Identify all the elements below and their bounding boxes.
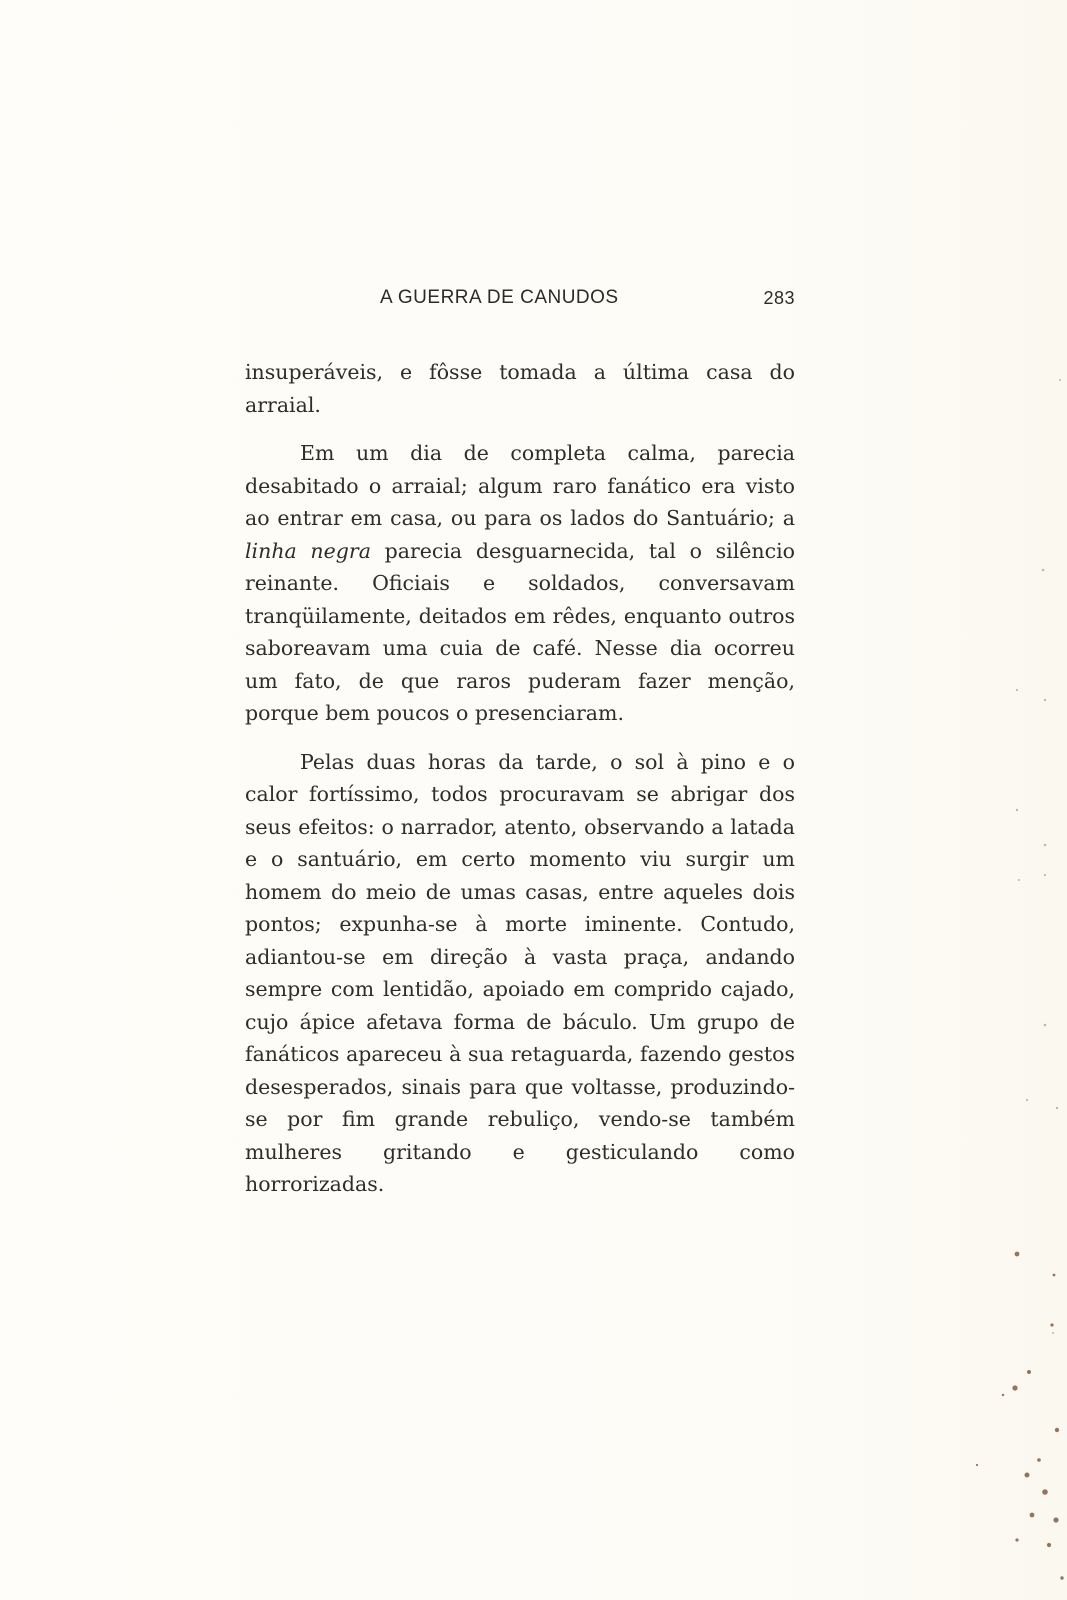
running-title: A GUERRA DE CANUDOS bbox=[380, 287, 619, 308]
text-segment: Em um dia de completa calma, parecia desabitado o arraial; algum raro fanático era visto ao entrar em casa, ou para os lados do Santuário; a bbox=[245, 441, 795, 530]
paragraph bbox=[245, 746, 795, 1201]
text-segment: Pelas duas horas da tarde, o sol à pino e o calor fortíssimo, todos procuravam se abrigar dos seus efeitos: o narrador, atento, observando a latada e o santuário, em certo momento viu surgir um homem do meio de umas casas, entre aqueles dois pontos; expunha-se à morte iminente. Contudo, adiantou-se em direção à vasta praça, andando sempre com lentidão, apoiado em comprido cajado, cujo ápice afetava forma de báculo. Um grupo de fanáticos apareceu à sua retaguarda, fazendo gestos desesperados, sinais para que voltasse, produzindo-se por fim grande rebuliço, vendo-se também mulheres gritando e gesticulando como horrorizadas. bbox=[245, 749, 795, 1196]
paragraph bbox=[245, 437, 795, 730]
foxing-specks bbox=[957, 0, 1067, 1600]
text-segment: parecia desguarnecida, tal o silêncio reinante. Oficiais e soldados, conversavam tranqüilamente, deitados em rêdes, enquanto outros saboreavam uma cuia de café. Nesse dia ocorreu um fato, de que raros puderam fazer menção, porque bem poucos o presenciaram. bbox=[245, 538, 795, 725]
text-segment: insuperáveis, e fôsse tomada a última casa do arraial. bbox=[245, 360, 795, 417]
italic-text: linha negra bbox=[245, 538, 371, 563]
body-text bbox=[245, 356, 795, 1201]
page-number: 283 bbox=[763, 288, 795, 308]
paragraph bbox=[245, 356, 795, 421]
running-head bbox=[245, 287, 795, 313]
